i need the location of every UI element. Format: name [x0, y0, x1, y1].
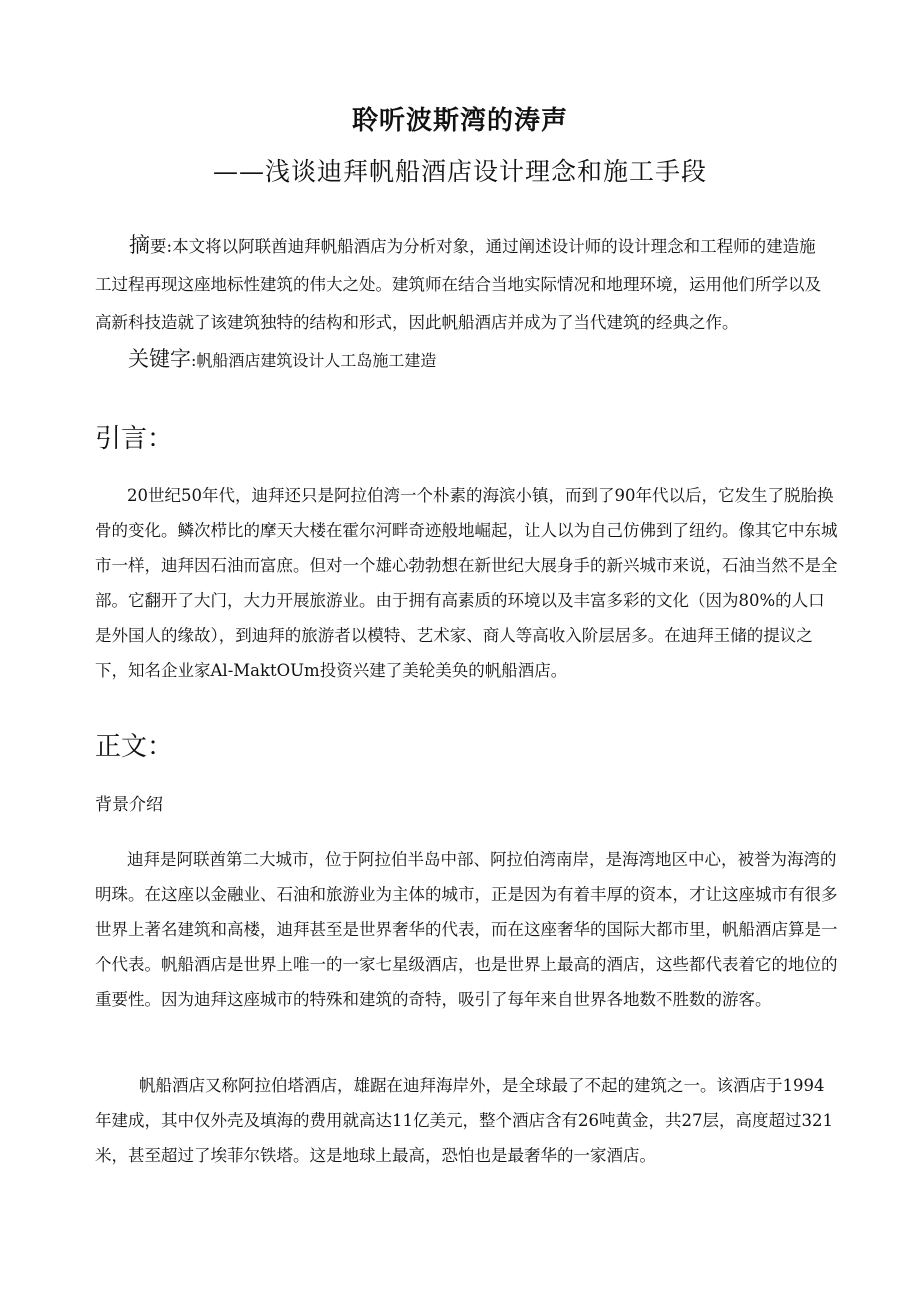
keywords-label: 关键字	[128, 347, 191, 371]
introduction-paragraph: 20世纪50年代，迪拜还只是阿拉伯湾一个朴素的海滨小镇，而到了90年代以后，它发生了脱胎换骨的变化。鳞次栉比的摩天大楼在霍尔河畔奇迹般地崛起，让人以为自己仿佛到了纽约。像其它中东城市一样，迪拜因石油而富庶。但对一个雄心勃勃想在新世纪大展身手的新兴城市来说，石油当然不是全部。它翻开了大门，大力开展旅游业。由于拥有高素质的环境以及丰富多彩的文化（因为80%的人口是外国人的缘故），到迪拜的旅游者以模特、艺术家、商人等高收入阶层居多。在迪拜王储的提议之下，知名企业家Al-MaktOUm投资兴建了美轮美奂的帆船酒店。	[95, 486, 838, 680]
background-paragraph-2: 帆船酒店又称阿拉伯塔酒店，雄踞在迪拜海岸外，是全球最了不起的建筑之一。该酒店于1994年建成，其中仅外壳及填海的费用就高达11亿美元，整个酒店含有26吨黄金，共27层，高度超过321米，甚至超过了埃菲尔铁塔。这是地球上最高，恐怕也是最奢华的一家酒店。	[95, 1076, 833, 1165]
background-subheading: 背景介绍	[95, 795, 163, 815]
abstract-label-rest: 要:	[150, 237, 173, 256]
keywords-text: :帆船酒店建筑设计人工岛施工建造	[191, 351, 437, 370]
abstract-text: 本文将以阿联酋迪拜帆船酒店为分析对象，通过阐述设计师的设计理念和工程师的建造施工过程再现这座地标性建筑的伟大之处。建筑师在结合当地实际情况和地理环境，运用他们所学以及高新科技造就了该建筑独特的结构和形式，因此帆船酒店并成为了当代建筑的经典之作。	[95, 237, 821, 332]
document-subtitle: ——浅谈迪拜帆船酒店设计理念和施工手段	[212, 157, 707, 186]
introduction-heading: 引言：	[95, 424, 174, 454]
background-paragraph-1: 迪拜是阿联酋第二大城市，位于阿拉伯半岛中部、阿拉伯湾南岸，是海湾地区中心，被誉为海湾的明珠。在这座以金融业、石油和旅游业为主体的城市，正是因为有着丰厚的资本，才让这座城市有很多世界上著名建筑和高楼，迪拜甚至是世界奢华的代表，而在这座奢华的国际大都市里，帆船酒店算是一个代表。帆船酒店是世界上唯一的一家七星级酒店，也是世界上最高的酒店，这些都代表着它的地位的重要性。因为迪拜这座城市的特殊和建筑的奇特，吸引了每年来自世界各地数不胜数的游客。	[95, 850, 838, 1009]
document-title: 聆听波斯湾的涛声	[351, 106, 568, 136]
abstract-label-lead: 摘	[129, 233, 150, 257]
abstract-paragraph	[95, 226, 830, 342]
keywords-line	[128, 343, 436, 373]
body-heading: 正文：	[95, 732, 174, 762]
